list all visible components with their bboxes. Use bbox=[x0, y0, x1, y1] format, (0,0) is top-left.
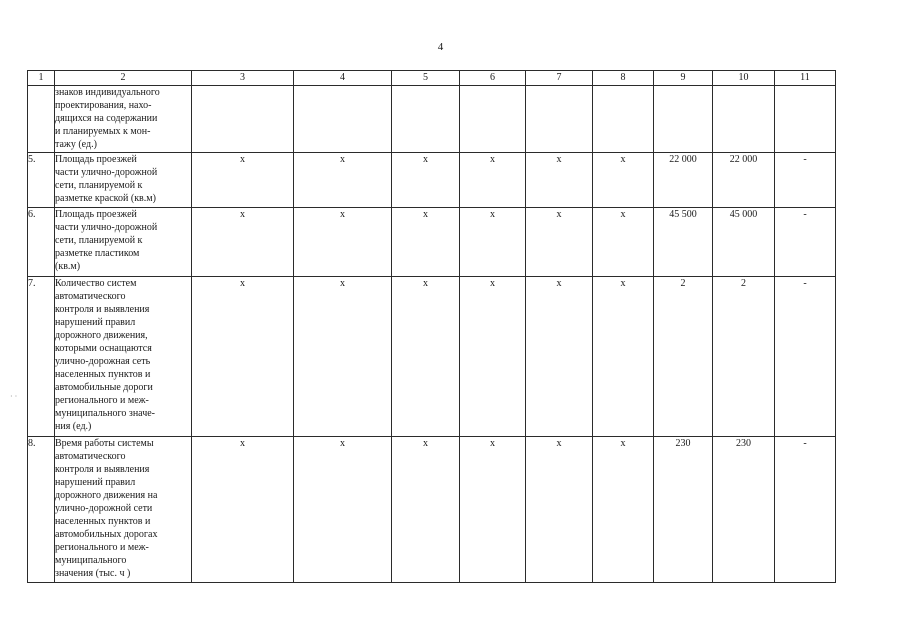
column-header: 2 bbox=[55, 71, 192, 86]
description-line: которыми оснащаются bbox=[55, 343, 152, 354]
value-cell-col-8: х bbox=[593, 153, 654, 208]
description-line: контроля и выявления bbox=[55, 304, 150, 315]
table-row bbox=[28, 208, 836, 277]
column-header: 8 bbox=[593, 71, 654, 86]
description-line: и планируемых к мон- bbox=[55, 126, 151, 137]
value-cell-col-7: х bbox=[526, 208, 593, 277]
value-cell-col-7: х bbox=[526, 277, 593, 437]
value-cell-col-9: 2 bbox=[654, 277, 713, 437]
value-cell-col-6: х bbox=[460, 208, 526, 277]
value-cell-col-11: - bbox=[775, 437, 836, 583]
table-row bbox=[28, 277, 836, 437]
description-line: Количество систем bbox=[55, 278, 137, 289]
description-line: автоматического bbox=[55, 451, 126, 462]
row-number: 8. bbox=[28, 437, 55, 583]
description-line: автомобильные дороги bbox=[55, 382, 153, 393]
description-line: (кв.м) bbox=[55, 261, 81, 272]
value-cell-col-7: х bbox=[526, 153, 593, 208]
column-header: 3 bbox=[192, 71, 294, 86]
description-line: ния (ед.) bbox=[55, 421, 92, 432]
value-cell-col-3 bbox=[192, 86, 294, 153]
description-line: тажу (ед.) bbox=[55, 139, 97, 150]
value-cell-col-5 bbox=[392, 86, 460, 153]
table-row bbox=[28, 86, 836, 153]
description-line: населенных пунктов и bbox=[55, 516, 151, 527]
value-cell-col-8: х bbox=[593, 437, 654, 583]
value-cell-col-4: х bbox=[294, 437, 392, 583]
description-line: нарушений правил bbox=[55, 317, 136, 328]
value-cell-col-10: 2 bbox=[713, 277, 775, 437]
value-cell-col-8: х bbox=[593, 277, 654, 437]
description-line: муниципального bbox=[55, 555, 127, 566]
column-header: 9 bbox=[654, 71, 713, 86]
value-cell-col-8 bbox=[593, 86, 654, 153]
column-header: 5 bbox=[392, 71, 460, 86]
value-cell-col-9: 230 bbox=[654, 437, 713, 583]
indicator-description bbox=[55, 437, 192, 583]
column-header: 7 bbox=[526, 71, 593, 86]
description-line: проектирования, нахо- bbox=[55, 100, 152, 111]
value-cell-col-9: 45 500 bbox=[654, 208, 713, 277]
row-number: 5. bbox=[28, 153, 55, 208]
indicator-description bbox=[55, 277, 192, 437]
row-number bbox=[28, 86, 55, 153]
description-line: дорожного движения, bbox=[55, 330, 148, 341]
value-cell-col-8: х bbox=[593, 208, 654, 277]
value-cell-col-11: - bbox=[775, 277, 836, 437]
value-cell-col-7 bbox=[526, 86, 593, 153]
indicators-table bbox=[27, 70, 836, 583]
value-cell-col-9 bbox=[654, 86, 713, 153]
description-line: разметке пластиком bbox=[55, 248, 140, 259]
description-line: части улично-дорожной bbox=[55, 222, 158, 233]
value-cell-col-6: х bbox=[460, 277, 526, 437]
value-cell-col-3: х bbox=[192, 277, 294, 437]
value-cell-col-4: х bbox=[294, 277, 392, 437]
value-cell-col-5: х bbox=[392, 153, 460, 208]
description-line: дорожного движения на bbox=[55, 490, 158, 501]
value-cell-col-6: х bbox=[460, 153, 526, 208]
description-line: улично-дорожная сеть bbox=[55, 356, 151, 367]
value-cell-col-4: х bbox=[294, 208, 392, 277]
column-header: 10 bbox=[713, 71, 775, 86]
table-row bbox=[28, 437, 836, 583]
description-line: Время работы системы bbox=[55, 438, 154, 449]
indicator-description bbox=[55, 86, 192, 153]
value-cell-col-6: х bbox=[460, 437, 526, 583]
value-cell-col-3: х bbox=[192, 208, 294, 277]
description-line: муниципального значе- bbox=[55, 408, 156, 419]
description-line: автомобильных дорогах bbox=[55, 529, 158, 540]
description-line: разметке краской (кв.м) bbox=[55, 193, 156, 204]
description-line: значения (тыс. ч ) bbox=[55, 568, 131, 579]
description-line: регионального и меж- bbox=[55, 395, 149, 406]
description-line: автоматического bbox=[55, 291, 126, 302]
value-cell-col-10 bbox=[713, 86, 775, 153]
value-cell-col-7: х bbox=[526, 437, 593, 583]
scan-speck: · · bbox=[10, 392, 18, 401]
column-header: 6 bbox=[460, 71, 526, 86]
value-cell-col-9: 22 000 bbox=[654, 153, 713, 208]
value-cell-col-3: х bbox=[192, 153, 294, 208]
value-cell-col-11: - bbox=[775, 208, 836, 277]
row-number: 6. bbox=[28, 208, 55, 277]
column-header: 11 bbox=[775, 71, 836, 86]
description-line: знаков индивидуального bbox=[55, 87, 160, 98]
value-cell-col-10: 230 bbox=[713, 437, 775, 583]
indicator-description bbox=[55, 153, 192, 208]
description-line: нарушений правил bbox=[55, 477, 136, 488]
value-cell-col-4 bbox=[294, 86, 392, 153]
description-line: дящихся на содержании bbox=[55, 113, 158, 124]
value-cell-col-10: 22 000 bbox=[713, 153, 775, 208]
value-cell-col-10: 45 000 bbox=[713, 208, 775, 277]
description-line: сети, планируемой к bbox=[55, 235, 143, 246]
page-number: 4 bbox=[437, 41, 444, 53]
value-cell-col-6 bbox=[460, 86, 526, 153]
value-cell-col-5: х bbox=[392, 437, 460, 583]
value-cell-col-5: х bbox=[392, 208, 460, 277]
description-line: сети, планируемой к bbox=[55, 180, 143, 191]
column-header: 1 bbox=[28, 71, 55, 86]
indicator-description bbox=[55, 208, 192, 277]
value-cell-col-5: х bbox=[392, 277, 460, 437]
description-line: части улично-дорожной bbox=[55, 167, 158, 178]
description-line: населенных пунктов и bbox=[55, 369, 151, 380]
description-line: контроля и выявления bbox=[55, 464, 150, 475]
value-cell-col-11 bbox=[775, 86, 836, 153]
value-cell-col-4: х bbox=[294, 153, 392, 208]
row-number: 7. bbox=[28, 277, 55, 437]
column-number-header-row bbox=[28, 71, 836, 86]
description-line: Площадь проезжей bbox=[55, 154, 137, 165]
value-cell-col-3: х bbox=[192, 437, 294, 583]
table-row bbox=[28, 153, 836, 208]
description-line: регионального и меж- bbox=[55, 542, 149, 553]
value-cell-col-11: - bbox=[775, 153, 836, 208]
column-header: 4 bbox=[294, 71, 392, 86]
description-line: улично-дорожной сети bbox=[55, 503, 153, 514]
description-line: Площадь проезжей bbox=[55, 209, 137, 220]
